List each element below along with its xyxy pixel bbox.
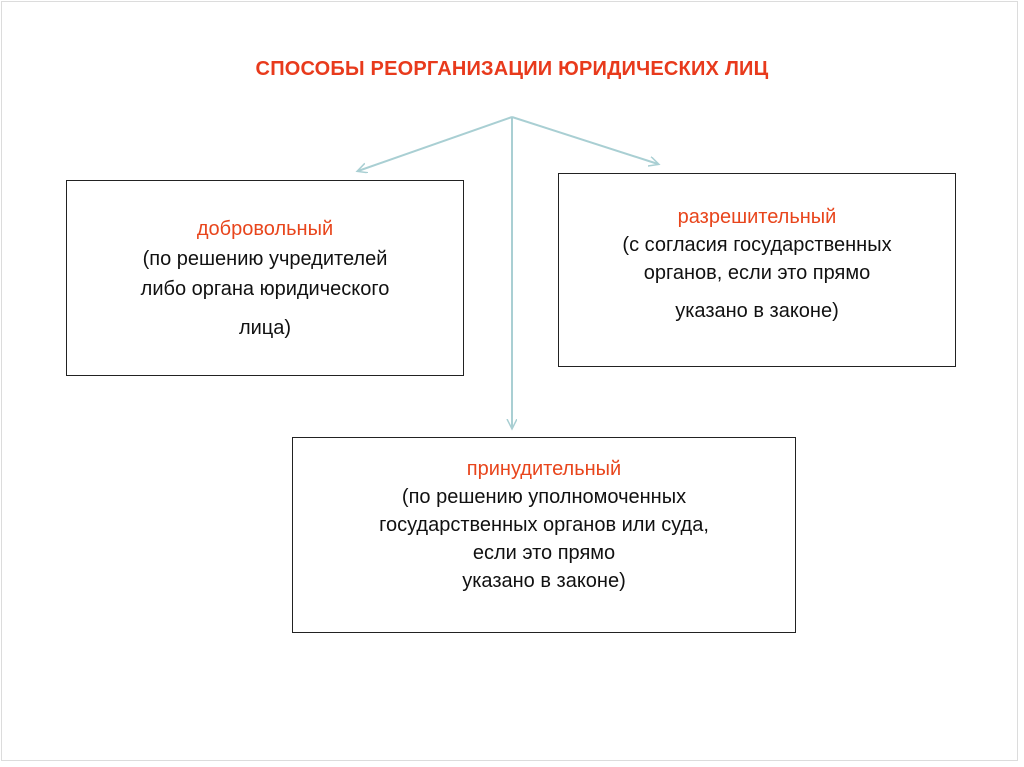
node-permissive-line: органов, если это прямо	[643, 262, 871, 284]
node-compulsory-heading: принудительный	[466, 458, 622, 480]
diagram-title: СПОСОБЫ РЕОРГАНИЗАЦИИ ЮРИДИЧЕСКИХ ЛИЦ	[255, 58, 769, 80]
node-voluntary	[66, 180, 464, 376]
node-compulsory	[292, 437, 796, 633]
node-compulsory-line: государственных органов или суда,	[379, 514, 709, 536]
node-voluntary-line: лица)	[238, 317, 292, 339]
node-compulsory-line: указано в законе)	[462, 570, 626, 592]
node-permissive-line: (с согласия государственных	[622, 234, 892, 256]
node-voluntary-line: либо органа юридического	[140, 278, 390, 300]
node-permissive-line: указано в законе)	[675, 300, 839, 322]
node-compulsory-line: если это прямо	[472, 542, 616, 564]
node-permissive	[558, 173, 956, 367]
node-permissive-heading: разрешительный	[677, 206, 837, 228]
node-voluntary-heading: добровольный	[196, 218, 334, 240]
node-voluntary-line: (по решению учредителей	[142, 248, 388, 270]
node-compulsory-line: (по решению уполномоченных	[401, 486, 687, 508]
arrow-to-permissive	[512, 117, 658, 164]
arrow-to-voluntary	[358, 117, 512, 171]
